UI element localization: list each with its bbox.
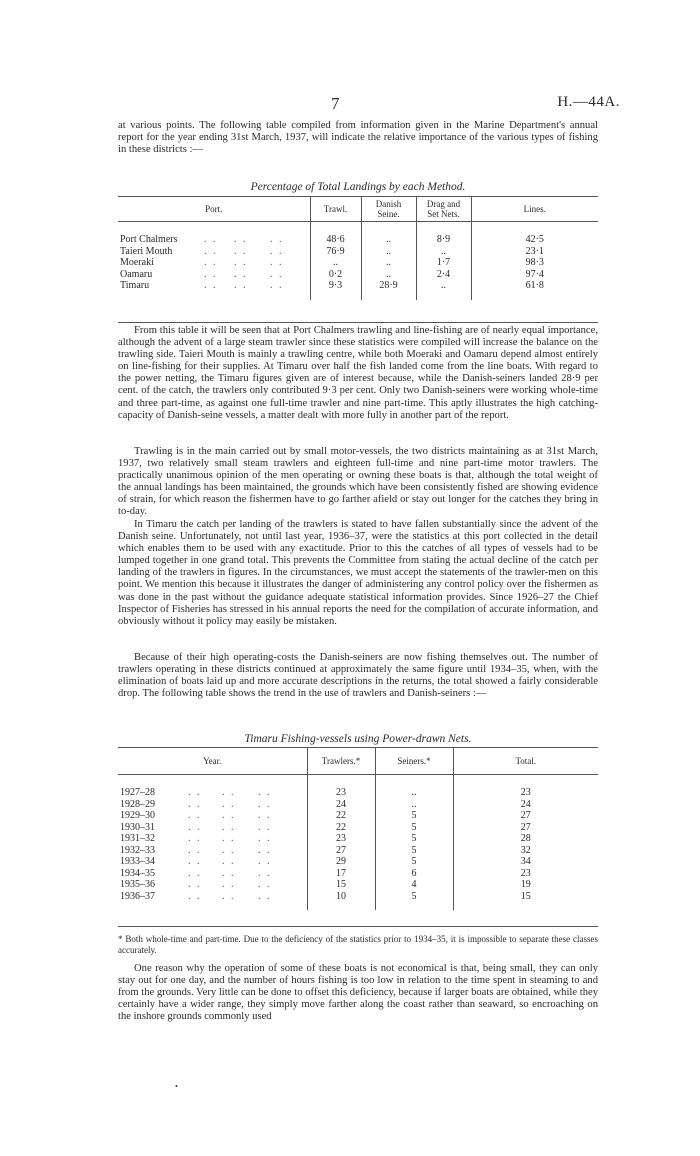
cell-drag-set-nets: 2·4	[416, 269, 471, 281]
cell-danish-seine: ..	[361, 269, 416, 281]
cell-lines: 42·5	[471, 234, 598, 246]
cell-seiners: 5	[375, 891, 453, 903]
leader-dots: . .	[234, 257, 248, 268]
cell-trawlers: 24	[307, 799, 375, 811]
stray-mark: •	[175, 1082, 178, 1091]
leader-dots: . .	[188, 787, 202, 798]
table-row	[118, 879, 598, 891]
spacer-cell	[471, 292, 598, 300]
cell-drag-set-nets: 8·9	[416, 234, 471, 246]
table2-bottom-rule	[118, 926, 598, 927]
leader-dots: . .	[270, 257, 284, 268]
leader-dots: . .	[258, 787, 272, 798]
leader-dots: . .	[188, 856, 202, 867]
leader-dots: . .	[270, 234, 284, 245]
leader-dots: . .	[188, 810, 202, 821]
table1-header-row	[118, 197, 598, 222]
header-drag-set-nets: Drag and Set Nets.	[416, 197, 471, 222]
spacer-cell	[375, 902, 453, 910]
row-label	[118, 856, 307, 868]
cell-trawlers: 29	[307, 856, 375, 868]
leader-dots: . .	[222, 856, 236, 867]
leader-dots: . .	[204, 234, 218, 245]
leader-dots: . .	[188, 821, 202, 833]
cell-total: 27	[453, 822, 598, 834]
row-label	[118, 833, 307, 845]
cell-seiners: 6	[375, 868, 453, 880]
table-row	[118, 810, 598, 822]
leader-dots: . .	[258, 810, 272, 821]
paragraph-intro: at various points. The following table compiled from information given in the Marine Department's annual report for the year ending 31st March, 1937, will indicate the relative importance of the various types of fishing in these districts :—	[118, 120, 598, 156]
cell-danish-seine: 28·9	[361, 280, 416, 292]
spacer-cell	[118, 222, 310, 235]
spacer-row	[118, 292, 598, 300]
table-row	[118, 269, 598, 281]
cell-trawlers: 15	[307, 879, 375, 891]
cell-trawl: ..	[310, 257, 361, 269]
row-label-text: Port Chalmers	[120, 234, 178, 245]
row-label	[118, 868, 307, 880]
cell-seiners: 5	[375, 856, 453, 868]
leader-dots: . .	[270, 245, 284, 257]
spacer-cell	[310, 222, 361, 235]
row-label-text: 1927–28	[120, 787, 155, 798]
cell-lines: 97·4	[471, 269, 598, 281]
cell-trawl: 48·6	[310, 234, 361, 246]
table-row	[118, 845, 598, 857]
table-row	[118, 787, 598, 799]
header-danish-seine: Danish Seine.	[361, 197, 416, 222]
cell-total: 23	[453, 787, 598, 799]
cell-total: 32	[453, 845, 598, 857]
cell-lines: 23·1	[471, 246, 598, 258]
row-label	[118, 246, 310, 258]
row-label-text: 1931–32	[120, 833, 155, 844]
header-lines: Lines.	[471, 197, 598, 222]
cell-lines: 61·8	[471, 280, 598, 292]
leader-dots: . .	[204, 280, 218, 291]
leader-dots: . .	[188, 879, 202, 890]
leader-dots: . .	[222, 890, 236, 902]
table-row	[118, 257, 598, 269]
table1-bottom-rule	[118, 322, 598, 323]
row-label-text: 1934–35	[120, 867, 155, 879]
leader-dots: . .	[234, 234, 248, 245]
spacer-cell	[416, 222, 471, 235]
document-reference: H.—44A.	[557, 94, 620, 110]
cell-trawlers: 10	[307, 891, 375, 903]
header-seiners: Seiners.*	[375, 748, 453, 775]
row-label-text: Timaru	[120, 280, 150, 291]
cell-seiners: ..	[375, 787, 453, 799]
leader-dots: . .	[222, 833, 236, 844]
cell-trawl: 0·2	[310, 269, 361, 281]
cell-total: 28	[453, 833, 598, 845]
header-trawl: Trawl.	[310, 197, 361, 222]
spacer-row	[118, 222, 598, 235]
leader-dots: . .	[234, 245, 248, 257]
table-row	[118, 246, 598, 258]
row-label	[118, 879, 307, 891]
cell-trawlers: 23	[307, 833, 375, 845]
spacer-row	[118, 902, 598, 910]
spacer-cell	[471, 222, 598, 235]
cell-trawlers: 27	[307, 845, 375, 857]
row-label-text: 1936–37	[120, 890, 155, 902]
cell-seiners: 4	[375, 879, 453, 891]
row-label-text: 1933–34	[120, 856, 155, 867]
cell-drag-set-nets: ..	[416, 246, 471, 258]
spacer-row	[118, 775, 598, 788]
row-label	[118, 810, 307, 822]
cell-danish-seine: ..	[361, 234, 416, 246]
leader-dots: . .	[222, 798, 236, 810]
leader-dots: . .	[222, 844, 236, 856]
row-label	[118, 280, 310, 292]
landings-table	[118, 197, 598, 300]
leader-dots: . .	[234, 280, 248, 291]
table2-footnote: * Both whole-time and part-time. Due to the deficiency of the statistics prior to 1934–35, it is impossible to separate these classes accurately.	[118, 934, 598, 955]
leader-dots: . .	[204, 268, 218, 280]
table-row	[118, 799, 598, 811]
leader-dots: . .	[222, 879, 236, 890]
cell-trawlers: 22	[307, 822, 375, 834]
row-label-text: Oamaru	[120, 268, 153, 280]
leader-dots: . .	[222, 867, 236, 879]
cell-total: 34	[453, 856, 598, 868]
cell-seiners: 5	[375, 833, 453, 845]
leader-dots: . .	[204, 245, 218, 257]
cell-danish-seine: ..	[361, 257, 416, 269]
cell-total: 15	[453, 891, 598, 903]
table-row	[118, 822, 598, 834]
cell-trawlers: 23	[307, 787, 375, 799]
cell-trawlers: 17	[307, 868, 375, 880]
paragraph-operating-costs: Because of their high operating-costs the Danish-seiners are now fishing themselves out. The number of trawlers operating in these districts continued at approximately the same figure until 1934–35, when, with the elimination of boats laid up and more accurate descriptions in the returns, the total showed a fairly considerable drop. The following table shows the trend in the use of trawlers and Danish-seiners :—	[118, 652, 598, 700]
leader-dots: . .	[258, 821, 272, 833]
spacer-cell	[118, 902, 307, 910]
row-label-text: 1935–36	[120, 879, 155, 890]
spacer-cell	[361, 222, 416, 235]
row-label-text: Taieri Mouth	[120, 245, 173, 257]
cell-seiners: 5	[375, 810, 453, 822]
paragraph-trawling: Trawling is in the main carried out by small motor-vessels, the two districts maintaining as at 31st March, 1937, two relatively small steam trawlers and eighteen full-time and nine part-time motor trawlers. The practically unanimous opinion of the men operating or owning these boats is that, although the total weight of the annual landings has been maintained, the grounds which have been consistently fished are showing evidence of strain, for which reason the fishermen have to go farther afield or stay out longer for the catches they bring in to-day.	[118, 446, 598, 518]
leader-dots: . .	[270, 268, 284, 280]
cell-drag-set-nets: 1·7	[416, 257, 471, 269]
leader-dots: . .	[188, 867, 202, 879]
spacer-cell	[310, 292, 361, 300]
leader-dots: . .	[258, 879, 272, 890]
spacer-cell	[307, 775, 375, 788]
spacer-cell	[361, 292, 416, 300]
row-label-text: Moeraki	[120, 257, 154, 268]
paragraph-analysis: From this table it will be seen that at Port Chalmers trawling and line-fishing are of nearly equal importance, although the advent of a large steam trawler since these statistics were compiled will increase the balance on the trawling side. Taieri Mouth is mainly a trawling centre, while both Moeraki and Oamaru depend almost entirely on line-fishing for their supplies. At Timaru over half the fish landed come from the line boats. With regard to the power netting, the Timaru figures given are of interest because, while the Danish-seiners landed 28·9 per cent. of the catch, the trawlers only contributed 9·3 per cent. Only two Danish-seiners were working whole-time and three part-time, as against one full-time trawler and nine part-time. This aptly illustrates the high catching-capacity of Danish-seine vessels, a matter dealt with more fully in another part of the report.	[118, 325, 598, 421]
table-row	[118, 868, 598, 880]
header-year: Year.	[118, 748, 307, 775]
leader-dots: . .	[222, 821, 236, 833]
spacer-cell	[118, 775, 307, 788]
cell-seiners: 5	[375, 845, 453, 857]
header-total: Total.	[453, 748, 598, 775]
row-label	[118, 799, 307, 811]
spacer-cell	[453, 902, 598, 910]
row-label-text: 1932–33	[120, 844, 155, 856]
row-label	[118, 234, 310, 246]
cell-drag-set-nets: ..	[416, 280, 471, 292]
leader-dots: . .	[222, 787, 236, 798]
table2-header-row	[118, 748, 598, 775]
leader-dots: . .	[188, 890, 202, 902]
spacer-cell	[118, 292, 310, 300]
cell-total: 23	[453, 868, 598, 880]
spacer-cell	[307, 902, 375, 910]
row-label	[118, 269, 310, 281]
row-label	[118, 787, 307, 799]
leader-dots: . .	[258, 856, 272, 867]
table1-caption: Percentage of Total Landings by each Method.	[250, 181, 466, 193]
header-port: Port.	[118, 197, 310, 222]
leader-dots: . .	[188, 833, 202, 844]
row-label-text: 1929–30	[120, 810, 155, 821]
row-label	[118, 845, 307, 857]
leader-dots: . .	[258, 833, 272, 844]
cell-seiners: ..	[375, 799, 453, 811]
cell-total: 24	[453, 799, 598, 811]
cell-total: 19	[453, 879, 598, 891]
leader-dots: . .	[258, 798, 272, 810]
table-row	[118, 891, 598, 903]
leader-dots: . .	[222, 810, 236, 821]
row-label-text: 1928–29	[120, 798, 155, 810]
row-label	[118, 891, 307, 903]
leader-dots: . .	[188, 798, 202, 810]
row-label	[118, 257, 310, 269]
cell-seiners: 5	[375, 822, 453, 834]
leader-dots: . .	[188, 844, 202, 856]
leader-dots: . .	[258, 867, 272, 879]
leader-dots: . .	[270, 280, 284, 291]
paragraph-economics: One reason why the operation of some of these boats is not economical is that, being small, they can only stay out for one day, and the number of hours fishing is too low in relation to the time spent in steaming to and from the grounds. Very little can be done to offset this deficiency, because if larger boats are obtained, while they certainly have a wider range, they simply move farther along the coast rather than seaward, so encroaching on the inshore grounds commonly used	[118, 963, 598, 1023]
paragraph-timaru-catch: In Timaru the catch per landing of the trawlers is stated to have fallen substantially since the advent of the Danish seine. Unfortunately, not until last year, 1936–37, were the statistics at this port collected in the detail which enables them to be used with any exactitude. Prior to this the catches of all types of vessels had to be lumped together in one grand total. This prevents the Committee from stating the actual decline of the catch per landing of the trawlers in figures. In the circumstances, we must accept the statements of the trawler-men on this point. We mention this because it illustrates the danger of administering any control policy over the fishermen as was done in the past without the guidance adequate statistical information provides. Since 1926–27 the Chief Inspector of Fisheries has stressed in his annual reports the need for the compilation of accurate information, and obviously without it policy may easily be mistaken.	[118, 519, 598, 627]
cell-trawlers: 22	[307, 810, 375, 822]
leader-dots: . .	[234, 268, 248, 280]
spacer-cell	[375, 775, 453, 788]
cell-lines: 98·3	[471, 257, 598, 269]
header-trawlers: Trawlers.*	[307, 748, 375, 775]
table-row	[118, 833, 598, 845]
spacer-cell	[453, 775, 598, 788]
table2-caption: Timaru Fishing-vessels using Power-drawn Nets.	[244, 733, 472, 745]
cell-trawl: 9·3	[310, 280, 361, 292]
leader-dots: . .	[204, 257, 218, 268]
leader-dots: . .	[258, 844, 272, 856]
row-label-text: 1930–31	[120, 821, 155, 833]
spacer-cell	[416, 292, 471, 300]
cell-danish-seine: ..	[361, 246, 416, 258]
leader-dots: . .	[258, 890, 272, 902]
cell-trawl: 76·9	[310, 246, 361, 258]
row-label	[118, 822, 307, 834]
vessels-table	[118, 748, 598, 910]
table-row	[118, 234, 598, 246]
cell-total: 27	[453, 810, 598, 822]
table-row	[118, 856, 598, 868]
table-row	[118, 280, 598, 292]
page-number: 7	[331, 94, 340, 113]
